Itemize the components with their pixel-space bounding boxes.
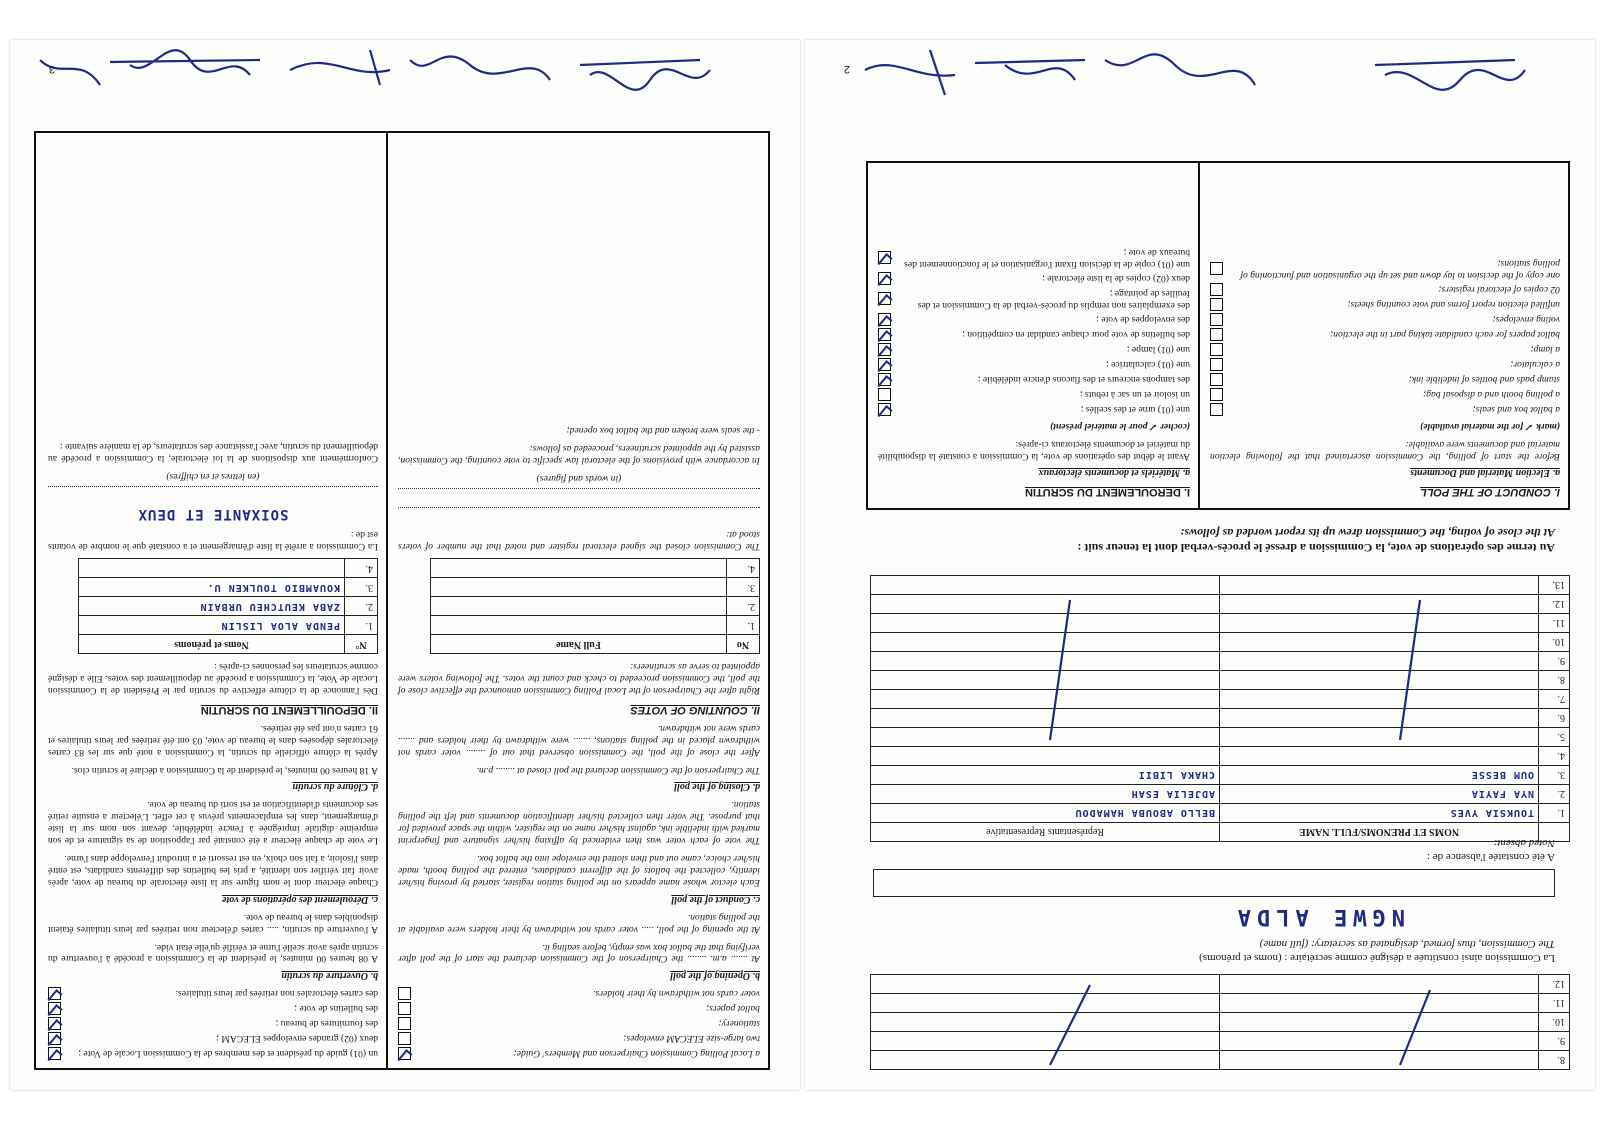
en-material-item[interactable]: unfilled election report forms and vote counting sheets;: [1210, 298, 1560, 311]
signatures-bar: [855, 40, 1555, 105]
table-row: 5.: [871, 728, 1570, 747]
fr-material-item[interactable]: un isoloir et un sac à rebuts ;: [878, 388, 1190, 401]
en-check-item[interactable]: a Local Polling Commission Chairperson and Members' Guide;: [398, 1047, 760, 1060]
table-row: 3.: [431, 578, 760, 597]
en-material-item[interactable]: stamp pads and bottles of indelible ink;: [1210, 373, 1560, 386]
table-row: 2.: [431, 597, 760, 616]
en-conduct-heading: c. Conduct of the poll: [671, 893, 760, 905]
col-header: Full Name: [431, 635, 727, 654]
table-row: 7.: [871, 690, 1570, 709]
table-row: 8.: [871, 1051, 1570, 1070]
table-row: 8.: [871, 671, 1570, 690]
en-final-item: - the seals were broken and the ballot box opened;: [566, 425, 760, 437]
en-opening-heading: b. Opening of the poll: [670, 970, 760, 981]
scrutineer-name: PENDA ALOA LISLIN: [79, 616, 345, 635]
en-checklist: [398, 987, 760, 1060]
fr-check-item[interactable]: deux (02) grandes enveloppes ELECAM ;: [48, 1032, 378, 1045]
secretary-label-en: The Commission, thus formed, designated as secretary: (full name): [1259, 938, 1555, 951]
table-row: 12.: [871, 975, 1570, 994]
fr-counting-text: Dès l'annonce de la clôture effective du scrutin par le Président de la Commission Locale de Vote, la Commission a procédé au dépouillement des votes. Elle a désigné comme scrutateurs les personnes ci-après :: [48, 661, 378, 696]
checkbox[interactable]: [1210, 262, 1223, 275]
col-header: NOMS ET PRENOMS/FULL NAME: [1220, 823, 1539, 842]
checkbox[interactable]: [398, 1002, 411, 1015]
dotted-line: [398, 507, 760, 522]
table-row: 9.: [871, 652, 1570, 671]
en-material-sub: a. Election Material and Documents: [1410, 467, 1560, 479]
checkbox[interactable]: [48, 1017, 61, 1030]
fr-closing-heading: d. Clôture du scrutin: [292, 781, 378, 793]
en-check-item[interactable]: stationery;: [398, 1017, 760, 1030]
en-check-item[interactable]: voter cards not withdrawn by their holders.: [398, 987, 760, 1000]
secretary-name: NGWE ALDA: [1231, 904, 1405, 930]
table-row: 4.: [79, 559, 378, 578]
checkbox[interactable]: [48, 1032, 61, 1045]
checkbox[interactable]: [878, 313, 891, 326]
checkbox[interactable]: [48, 1002, 61, 1015]
table-row: 2. NYA FAYIA ADJELIA ESAH: [871, 785, 1570, 804]
checkbox[interactable]: [1210, 388, 1223, 401]
fr-conduct-heading: c. Déroulement des opérations de vote: [221, 893, 378, 905]
page-2: [805, 40, 1595, 1090]
checkbox[interactable]: [1210, 313, 1223, 326]
page-number: 3: [48, 63, 55, 75]
fr-voters-caption: (en lettres et en chiffres): [166, 470, 260, 482]
fr-material-item[interactable]: des enveloppes de vote ;: [878, 313, 1190, 326]
fr-final-text: Conformément aux dispositions de la loi électorale, la Commission a procédé au dépouillement du scrutin, avec l'assistance des scrutateurs, de la manière suivante :: [48, 440, 378, 464]
table-row: 11.: [871, 614, 1570, 633]
table-row: 3. KOUAMBIO TOULKEN U.: [79, 578, 378, 597]
fr-material-item[interactable]: une (01) lampe ;: [878, 343, 1190, 356]
checkbox[interactable]: [878, 403, 891, 416]
fr-material-item[interactable]: des bulletins de vote pour chaque candidat en compétition ;: [878, 328, 1190, 341]
en-material-item[interactable]: a ballot box and seals;: [1210, 403, 1560, 416]
absent-label-en: Noted absent:: [1493, 837, 1555, 850]
checkbox[interactable]: [1210, 328, 1223, 341]
en-cards-text: At the opening of the poll, ..... voter cards not withdrawn by their holders were available at the polling station.: [398, 911, 760, 935]
member-name: OUM BESSE: [1220, 766, 1539, 785]
checkbox[interactable]: [878, 272, 891, 285]
col-header: Noms et prénoms: [79, 635, 345, 654]
fr-material-item[interactable]: des tampons encreurs et des flacons d'encre indélébile ;: [878, 373, 1190, 386]
representative-name: BELLO ABOUBA HAMADOU: [871, 804, 1220, 823]
table-row: 2. ZABA KEUTCHEU URBAIN: [79, 597, 378, 616]
fr-material-sub: a. Matériels et documents électoraux: [1038, 467, 1190, 479]
fr-check-item[interactable]: des cartes électorales non retirées par leurs titulaires.: [48, 987, 378, 1000]
checkbox[interactable]: [1210, 283, 1223, 296]
member-name: NYA FAYIA: [1220, 785, 1539, 804]
dotted-line: [48, 486, 378, 501]
checkbox[interactable]: [878, 251, 891, 264]
table-row: 10.: [871, 1013, 1570, 1032]
representative-name: ADJELIA ESAH: [871, 785, 1220, 804]
table-row: 1. PENDA ALOA LISLIN: [79, 616, 378, 635]
secretary-label-fr: La Commission ainsi constituée a désigné comme secrétaire : (noms et prénoms): [1199, 952, 1555, 964]
fr-material-text: Avant le début des opérations de vote, la Commission a constaté la disponibilité du matériel et documents électoraux ci-après:: [878, 438, 1190, 462]
en-material-title: I. CONDUCT OF THE POLL: [1420, 486, 1560, 498]
fr-material-item[interactable]: une (01) copie de la décision fixant l'organisation et le fonctionnement des bureaux de vote ;: [878, 246, 1190, 270]
table-row: 3. OUM BESSE CHAKA LIBII: [871, 766, 1570, 785]
checkbox[interactable]: [398, 1017, 411, 1030]
en-material-section: [1210, 255, 1560, 502]
checkbox[interactable]: [398, 1047, 411, 1060]
fr-material-item[interactable]: deux (02) copies de la liste électorale ;: [878, 272, 1190, 285]
table-row: 9.: [871, 1032, 1570, 1051]
report-intro-fr: Au terme des opérations de vote, la Commission a dressé le procès-verbal dont la teneur suit :: [1077, 541, 1555, 555]
table-row: 4.: [871, 747, 1570, 766]
checkbox[interactable]: [1210, 403, 1223, 416]
representative-name: CHAKA LIBII: [871, 766, 1220, 785]
fr-closing-text: A 18 heures 00 minutes, le président de la Commission a déclaré le scrutin clos.: [71, 764, 378, 776]
en-counting-text: Right after the Chairperson of the Local Polling Commission announced the effective close of the poll, the Commission proceeded to check and count the votes. The following voters were appointed to serve as scrutineers:: [398, 661, 760, 696]
crossout-strokes: [870, 550, 1570, 1070]
fr-checklist: [48, 987, 378, 1060]
page-number: 2: [843, 63, 850, 75]
en-closing-heading: d. Closing of the poll: [674, 781, 760, 793]
fr-material-title: I. DEROULEMENT DU SCRUTIN: [1025, 486, 1190, 498]
fr-material-note: (cocher ✓ pour le matériel présent): [1050, 420, 1190, 432]
en-material-item[interactable]: a lamp;: [1210, 343, 1560, 356]
fr-check-item[interactable]: des fournitures de bureau ;: [48, 1017, 378, 1030]
table-row: 1. TOUKSIA YVES BELLO ABOUBA HAMADOU: [871, 804, 1570, 823]
checkbox[interactable]: [398, 987, 411, 1000]
french-column: [48, 434, 378, 1062]
fr-check-item[interactable]: un (01) guide du président et des membres de la Commission Locale de Vote ;: [48, 1047, 378, 1060]
dotted-line: [398, 488, 760, 503]
scrutineer-name: KOUAMBIO TOULKEN U.: [79, 578, 345, 597]
checkbox[interactable]: [48, 1047, 61, 1060]
table-row: 10.: [871, 633, 1570, 652]
member-name: TOUKSIA YVES: [1220, 804, 1539, 823]
en-closing-cards-text: After the close of the poll, the Commission observed that out of ........ voter cards not withdrawn placed in the polling stations, ....... were withdrawn by their holders and ....... cards were not withdrawn.: [398, 722, 760, 758]
fr-material-item[interactable]: une (01) urne et des scellés ;: [878, 403, 1190, 416]
checkbox[interactable]: [1210, 298, 1223, 311]
fr-conduct-text-2: Le vote de chaque électeur a été constaté par l'apposition de sa signature et de son empreinte digitale imprégnée à l'encre indélébile, devant son nom sur la liste d'émargement, dans les emplacements prévus à cet effet. L'électeur a ensuite retiré ses documents d'identification et est sorti du bureau de vote.: [48, 799, 378, 847]
report-intro-en: At the close of voting, the Commission drew up its report worded as follows:: [1180, 526, 1555, 540]
fr-opening-text: A 08 heures 00 minutes, le président de la Commission a procédé à l'ouverture du scrutin après avoir scellé l'urne et vérifié qu'elle était vide.: [48, 941, 378, 965]
en-check-item[interactable]: ballot papers;: [398, 1002, 760, 1015]
en-material-item[interactable]: voting envelopes;: [1210, 313, 1560, 326]
fr-cards-text: A l'ouverture du scrutin, ..... cartes d'électeur non retirées par leurs titulaires étaient disponibles dans le bureau de vote.: [48, 911, 378, 935]
scrutineer-name: ZABA KEUTCHEU URBAIN: [79, 597, 345, 616]
en-counting-heading: II. COUNTING OF VOTES: [630, 703, 760, 716]
en-material-item[interactable]: one copy of the decision to lay down and set up the organisation and functioning of polling stations;: [1210, 257, 1560, 281]
signatures-bar: [30, 40, 730, 100]
table-row: 4.: [431, 559, 760, 578]
en-material-item[interactable]: a polling booth and a disposal bag;: [1210, 388, 1560, 401]
fr-material-item[interactable]: une (01) calculatrice ;: [878, 358, 1190, 371]
fr-opening-heading: b. Ouverture du scrutin: [281, 970, 378, 981]
checkbox[interactable]: [1210, 343, 1223, 356]
en-material-item[interactable]: 02 copies of electoral registers;: [1210, 283, 1560, 296]
en-scrutineers-table: [430, 558, 760, 654]
fr-voters-text: La Commission a arrêté la liste d'émargement et a constaté que le nombre de votants est de :: [48, 529, 378, 553]
page-3: [10, 40, 800, 1090]
en-final-text: In accordance with provisions of the electoral law specific to vote counting, the Commission, assisted by the appointed scrutineers, proceeded as follows:: [398, 443, 760, 467]
voters-count-words: SOIXANTE ET DEUX: [137, 506, 289, 523]
en-voters-text: The Commission closed the signed electoral register and noted that the number of voters stood at:: [398, 529, 760, 553]
en-material-note: (mark ✓ for the material available): [1420, 420, 1560, 432]
en-conduct-text-1: Each elector whose name appears on the polling station register, started by proving his/her identity, collected the ballots of the different candidates, entered the polling booth, made his/her choice, came out and then slotted the envelope into the ballot box.: [398, 853, 760, 889]
table-row: 12.: [871, 595, 1570, 614]
fr-scrutineers-table: [78, 558, 378, 654]
fr-counting-heading: II. DEPOUILLEMENT DU SCRUTIN: [200, 703, 378, 716]
table-row: 1.: [431, 616, 760, 635]
en-material-item[interactable]: a calculator;: [1210, 358, 1560, 371]
checkbox[interactable]: [48, 987, 61, 1000]
table-row: 13.: [871, 576, 1570, 595]
en-material-text: Before the start of polling, the Commission ascertained that the following election material and documents were available:: [1210, 438, 1560, 462]
fr-conduct-text-1: Chaque électeur dont le nom figure sur la liste électorale du bureau de vote, après avoir fait vérifier son identité, a pris les bulletins des différents candidats, est entré dans l'isoloir, a fait son choix, en est ressorti et a introduit l'enveloppe dans l'urne.: [48, 853, 378, 889]
fr-material-item[interactable]: des exemplaires non remplis du procès-verbal de la Commission et des feuilles de pointage ;: [878, 287, 1190, 311]
en-check-item[interactable]: two large-size ELECAM envelopes;: [398, 1032, 760, 1045]
col-header: N°: [345, 635, 378, 654]
absent-label-fr: A été constatée l'absence de :: [1426, 851, 1555, 863]
checkbox[interactable]: [1210, 373, 1223, 386]
english-column: [398, 418, 760, 1062]
checkbox[interactable]: [878, 292, 891, 305]
scrutineer-name: [79, 559, 345, 578]
col-header: No: [727, 635, 760, 654]
en-conduct-text-2: The vote of each voter was then evidenced by affixing his/her signature and fingerprint marked with indelible ink, against his/her name on the register, within the space provided for that purpose. The voter then collected his/her identification documents and left the polling station.: [398, 799, 760, 847]
fr-material-section: [878, 244, 1190, 502]
en-closing-text: The Chairperson of the Commission declared the poll closed at ........ p.m.: [476, 764, 760, 776]
checkbox[interactable]: [398, 1032, 411, 1045]
en-material-item[interactable]: ballot papers for each candidate taking part in the election;: [1210, 328, 1560, 341]
checkbox[interactable]: [1210, 358, 1223, 371]
fr-check-item[interactable]: des bulletins de vote ;: [48, 1002, 378, 1015]
fr-closing-cards-text: Après la clôture officielle du scrutin, la Commission a noté que sur les 83 cartes électorales déposées dans le bureau de vote, 03 ont été retirées par leurs titulaires et 61 cartes n'ont pas été retirées.: [48, 722, 378, 758]
col-header: Représentants Representative: [871, 823, 1220, 842]
en-voters-caption: (in words and figures): [536, 473, 622, 485]
table-row: 11.: [871, 994, 1570, 1013]
table-row: 6.: [871, 709, 1570, 728]
en-opening-text: At ....... a.m. ........ the Chairperson of the Commission declared the start of the poll after verifying that the ballot box was empty, before sealing it.: [398, 941, 760, 965]
